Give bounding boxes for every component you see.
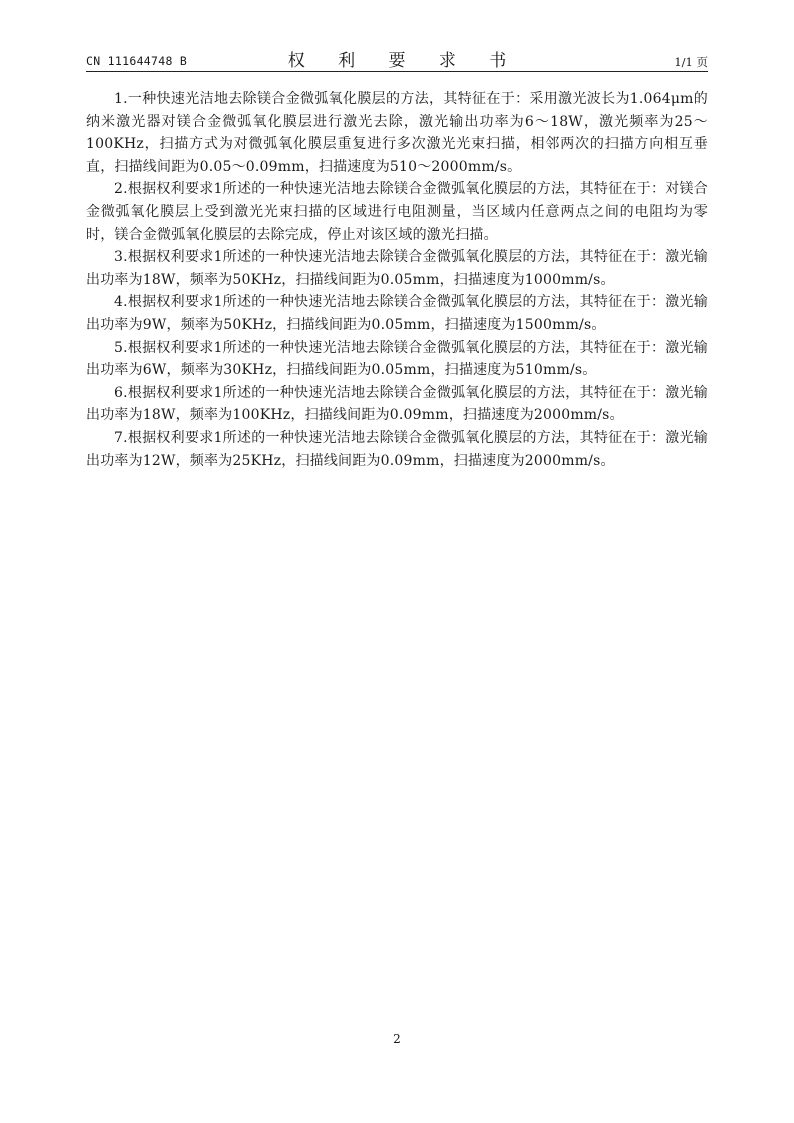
patent-number: CN 111644748 B [86,54,188,68]
page-header [86,44,708,70]
claim-6: 6.根据权利要求1所述的一种快速光洁地去除镁合金微弧氧化膜层的方法，其特征在于：激光输出功率为18W，频率为100KHz，扫描线间距为0.09mm，扫描速度为2000mm/s。 [86,384,708,424]
page-number: 2 [393,1032,401,1046]
claim-3: 3.根据权利要求1所述的一种快速光洁地去除镁合金微弧氧化膜层的方法，其特征在于：激光输出功率为18W，频率为50KHz，扫描线间距为0.05mm，扫描速度为1000mm/s。 [86,249,708,288]
header-divider [86,71,708,72]
document-title: 权 利 要 求 书 [287,51,521,71]
claims-body [86,88,708,472]
claim-2: 2.根据权利要求1所述的一种快速光洁地去除镁合金微弧氧化膜层的方法，其特征在于：对镁合金微弧氧化膜层上受到激光光束扫描的区域进行电阻测量，当区域内任意两点之间的电阻均为零时，镁合金微弧氧化膜层的去除完成，停止对该区域的激光扫描。 [86,181,708,243]
claim-5: 5.根据权利要求1所述的一种快速光洁地去除镁合金微弧氧化膜层的方法，其特征在于：激光输出功率为6W，频率为30KHz，扫描线间距为0.05mm，扫描速度为510mm/s。 [86,339,708,379]
claim-4: 4.根据权利要求1所述的一种快速光洁地去除镁合金微弧氧化膜层的方法，其特征在于：激光输出功率为9W，频率为50KHz，扫描线间距为0.05mm，扫描速度为1500mm/s。 [86,294,708,333]
claim-7: 7.根据权利要求1所述的一种快速光洁地去除镁合金微弧氧化膜层的方法，其特征在于：激光输出功率为12W，频率为25KHz，扫描线间距为0.09mm，扫描速度为2000mm/s。 [86,429,708,469]
claim-1: 1.一种快速光洁地去除镁合金微弧氧化膜层的方法，其特征在于：采用激光波长为1.064μm的纳米激光器对镁合金微弧氧化膜层进行激光去除，激光输出功率为6～18W，激光频率为25～100KHz，扫描方式为对微弧氧化膜层重复进行多次激光光束扫描，相邻两次的扫描方向相互垂直，扫描线间距为0.05～0.09mm，扫描速度为510～2000mm/s。 [86,91,708,175]
page-count: 1/1 页 [674,55,708,69]
